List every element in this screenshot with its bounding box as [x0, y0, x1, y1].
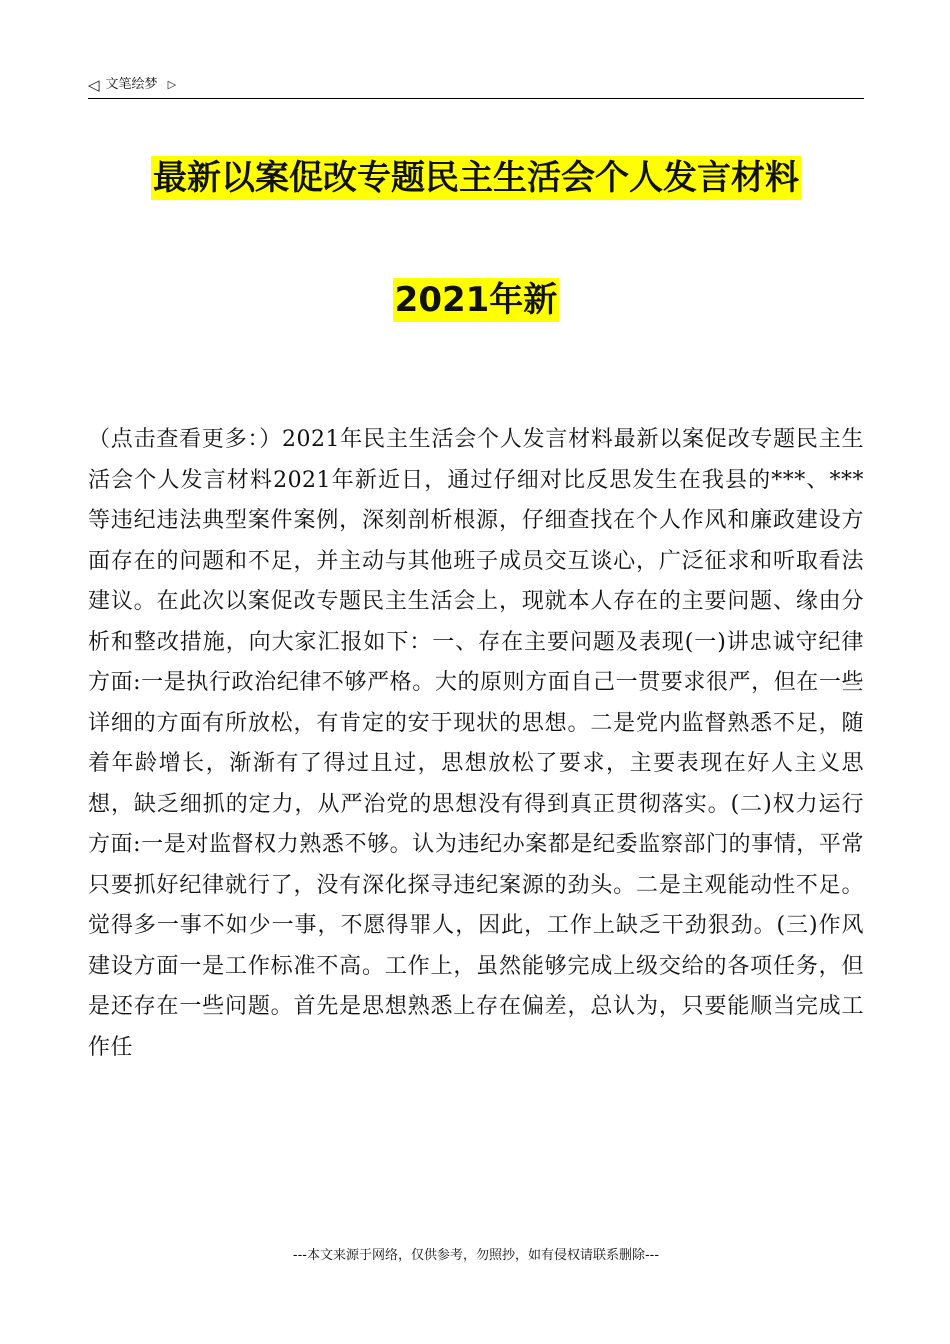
page-header [88, 72, 864, 99]
body-paragraph: （点击查看更多：）2021年民主生活会个人发言材料最新以案促改专题民主生活会个人发言材料2021年新近日，通过仔细对比反思发生在我县的***、***等违纪违法典型案件案例，深刻剖析根源，仔细查找在个人作风和廉政建设方面存在的问题和不足，并主动与其他班子成员交互谈心，广泛征求和听取看法建议。在此次以案促改专题民主生活会上，现就本人存在的主要问题、缘由分析和整改措施，向大家汇报如下：一、存在主要问题及表现(一)讲忠诚守纪律方面:一是执行政治纪律不够严格。大的原则方面自己一贯要求很严，但在一些详细的方面有所放松，有肯定的安于现状的思想。二是党内监督熟悉不足，随着年龄增长，渐渐有了得过且过，思想放松了要求，主要表现在好人主义思想，缺乏细抓的定力，从严治党的思想没有得到真正贯彻落实。(二)权力运行方面:一是对监督权力熟悉不够。认为违纪办案都是纪委监察部门的事情，平常只要抓好纪律就行了，没有深化探寻违纪案源的劲头。二是主观能动性不足。觉得多一事不如少一事，不愿得罪人，因此，工作上缺乏干劲狠劲。(三)作风建设方面一是工作标准不高。工作上，虽然能够完成上级交给的各项任务，但是还存在一些问题。首先是思想熟悉上存在偏差，总认为，只要能顺当完成工作任 [88, 427, 864, 1060]
document-title-line-2 [88, 272, 864, 321]
right-triangle-icon: ▷ [167, 78, 177, 91]
left-triangle-icon: ◁ [88, 76, 100, 94]
header-brand: 文笔绘梦 [105, 77, 158, 92]
footer-notice: ---本文来源于网络，仅供参考，勿照抄，如有侵权请联系删除--- [292, 1248, 660, 1263]
document-title-line-1 [88, 150, 864, 199]
title-line-2-text: 2021年新 [394, 280, 558, 320]
title-line-1-text: 最新以案促改专题民主生活会个人发言材料 [153, 158, 799, 198]
